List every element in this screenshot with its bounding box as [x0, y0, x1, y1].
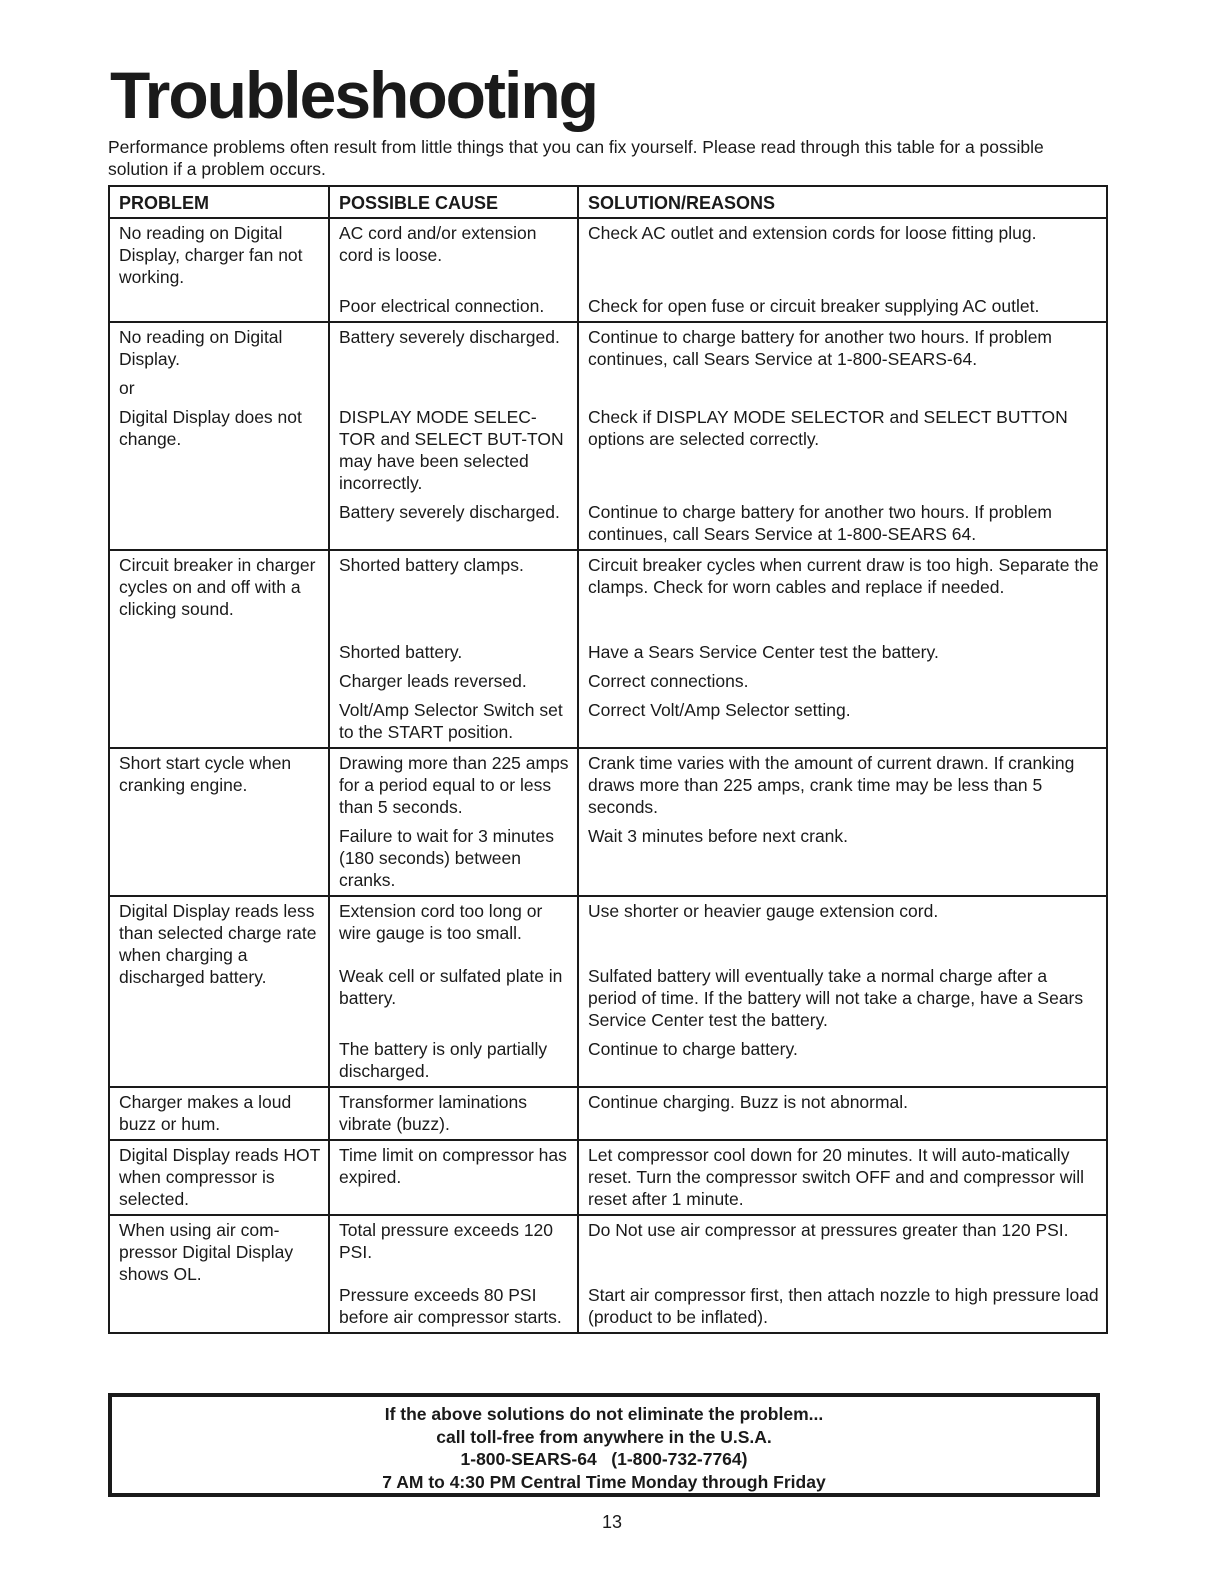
problem-text: Circuit breaker in charger cycles on and off with a clicking sound.	[119, 555, 316, 619]
cause-text: Drawing more than 225 amps for a period equal to or less than 5 seconds.	[339, 753, 569, 817]
table-header-row	[109, 186, 1107, 218]
page-number: 13	[601, 1512, 623, 1532]
cause-text: Poor electrical connection.	[339, 296, 545, 316]
solution-text: Use shorter or heavier gauge extension cord.	[588, 901, 939, 921]
header-problem: PROBLEM	[109, 186, 329, 218]
problem-text: Short start cycle when cranking engine.	[119, 753, 292, 795]
troubleshooting-table	[108, 185, 1108, 1334]
problem-text: Digital Display reads HOT when compressor is selected.	[119, 1145, 320, 1209]
problem-text: Digital Display reads less than selected charge rate when charging a discharged battery.	[119, 901, 317, 987]
page-title: Troubleshooting	[110, 58, 597, 132]
table-row	[109, 550, 1107, 748]
solution-text: Circuit breaker cycles when current draw is too high. Separate the clamps. Check for worn cables and replace if needed.	[588, 555, 1099, 597]
solution-text: Continue to charge battery for another two hours. If problem continues, call Sears Service at 1-800-SEARS 64.	[588, 502, 1053, 544]
intro-paragraph: Performance problems often result from little things that you can fix yourself. Please read through this table for a possible solution if a problem occurs.	[108, 137, 1044, 179]
problem-cell	[109, 218, 329, 322]
problem-text: No reading on Digital Display, charger fan not working.	[119, 223, 303, 287]
table-row	[109, 218, 1107, 322]
solution-cell	[578, 1215, 1107, 1333]
solution-text: Do Not use air compressor at pressures greater than 120 PSI.	[588, 1220, 1069, 1240]
table-row	[109, 748, 1107, 896]
solution-text: Continue to charge battery for another two hours. If problem continues, call Sears Service at 1-800-SEARS-64.	[588, 327, 1053, 369]
cause-text: Volt/Amp Selector Switch set to the START position.	[339, 700, 563, 742]
solution-text: Check AC outlet and extension cords for loose fitting plug.	[588, 223, 1037, 243]
cause-cell	[329, 550, 578, 748]
cause-cell	[329, 1087, 578, 1140]
solution-cell	[578, 1140, 1107, 1215]
cause-text: Shorted battery.	[339, 642, 463, 662]
contact-line: call toll-free from anywhere in the U.S.A.	[436, 1426, 772, 1447]
problem-cell	[109, 896, 329, 1087]
cause-text: Battery severely discharged.	[339, 502, 560, 522]
cause-text: Shorted battery clamps.	[339, 555, 524, 575]
cause-text: Weak cell or sulfated plate in battery.	[339, 966, 563, 1008]
problem-cell	[109, 1215, 329, 1333]
solution-cell	[578, 218, 1107, 322]
solution-text: Wait 3 minutes before next crank.	[588, 826, 849, 846]
solution-text: Let compressor cool down for 20 minutes. It will auto-matically reset. Turn the compressor switch OFF and and compressor will reset after 1 minute.	[588, 1145, 1085, 1209]
contact-hours: 7 AM to 4:30 PM Central Time Monday through Friday	[382, 1471, 826, 1492]
header-solution: SOLUTION/REASONS	[578, 186, 1107, 218]
solution-text: Correct connections.	[588, 671, 749, 691]
cause-cell	[329, 1140, 578, 1215]
table-row	[109, 322, 1107, 550]
problem-text: Charger makes a loud buzz or hum.	[119, 1092, 292, 1134]
problem-cell	[109, 1087, 329, 1140]
problem-cell	[109, 322, 329, 550]
table-row	[109, 1215, 1107, 1333]
problem-text: When using air com-pressor Digital Display shows OL.	[119, 1220, 294, 1284]
cause-text: Pressure exceeds 80 PSI before air compressor starts.	[339, 1285, 562, 1327]
contact-box	[108, 1393, 1100, 1497]
solution-text: Continue charging. Buzz is not abnormal.	[588, 1092, 909, 1112]
solution-cell	[578, 550, 1107, 748]
contact-phone: 1-800-SEARS-64 (1-800-732-7764)	[460, 1449, 748, 1469]
solution-text: Have a Sears Service Center test the battery.	[588, 642, 939, 662]
cause-cell	[329, 1215, 578, 1333]
cause-text: Extension cord too long or wire gauge is too small.	[339, 901, 543, 943]
solution-text: Sulfated battery will eventually take a normal charge after a period of time. If the battery will not take a charge, have a Sears Service Center test the battery.	[588, 966, 1084, 1030]
problem-text: No reading on Digital Display.	[119, 327, 283, 369]
solution-text: Check for open fuse or circuit breaker supplying AC outlet.	[588, 296, 1040, 316]
solution-cell	[578, 1087, 1107, 1140]
solution-text: Check if DISPLAY MODE SELECTOR and SELECT BUTTON options are selected correctly.	[588, 407, 1068, 449]
problem-text: Digital Display does not change.	[119, 407, 302, 449]
cause-text: Total pressure exceeds 120 PSI.	[339, 1220, 554, 1262]
cause-text: Transformer laminations vibrate (buzz).	[339, 1092, 528, 1134]
cause-text: DISPLAY MODE SELEC-TOR and SELECT BUT-TON may have been selected incorrectly.	[339, 407, 564, 493]
cause-text: Time limit on compressor has expired.	[339, 1145, 567, 1187]
solution-text: Start air compressor first, then attach nozzle to high pressure load (product to be inflated).	[588, 1285, 1099, 1327]
problem-cell	[109, 1140, 329, 1215]
cause-text: AC cord and/or extension cord is loose.	[339, 223, 537, 265]
table-row	[109, 896, 1107, 1087]
problem-or: or	[119, 378, 135, 398]
cause-text: The battery is only partially discharged.	[339, 1039, 548, 1081]
solution-cell	[578, 322, 1107, 550]
cause-cell	[329, 896, 578, 1087]
cause-text: Battery severely discharged.	[339, 327, 560, 347]
solution-cell	[578, 748, 1107, 896]
solution-text: Crank time varies with the amount of current drawn. If cranking draws more than 225 amps, crank time may be less than 5 seconds.	[588, 753, 1075, 817]
problem-cell	[109, 550, 329, 748]
solution-text: Continue to charge battery.	[588, 1039, 798, 1059]
cause-cell	[329, 748, 578, 896]
header-cause: POSSIBLE CAUSE	[329, 186, 578, 218]
cause-text: Charger leads reversed.	[339, 671, 527, 691]
problem-cell	[109, 748, 329, 896]
cause-cell	[329, 218, 578, 322]
solution-text: Correct Volt/Amp Selector setting.	[588, 700, 851, 720]
contact-line: If the above solutions do not eliminate the problem...	[384, 1404, 824, 1424]
cause-cell	[329, 322, 578, 550]
table-row	[109, 1140, 1107, 1215]
table-row	[109, 1087, 1107, 1140]
solution-cell	[578, 896, 1107, 1087]
cause-text: Failure to wait for 3 minutes (180 seconds) between cranks.	[339, 826, 554, 890]
